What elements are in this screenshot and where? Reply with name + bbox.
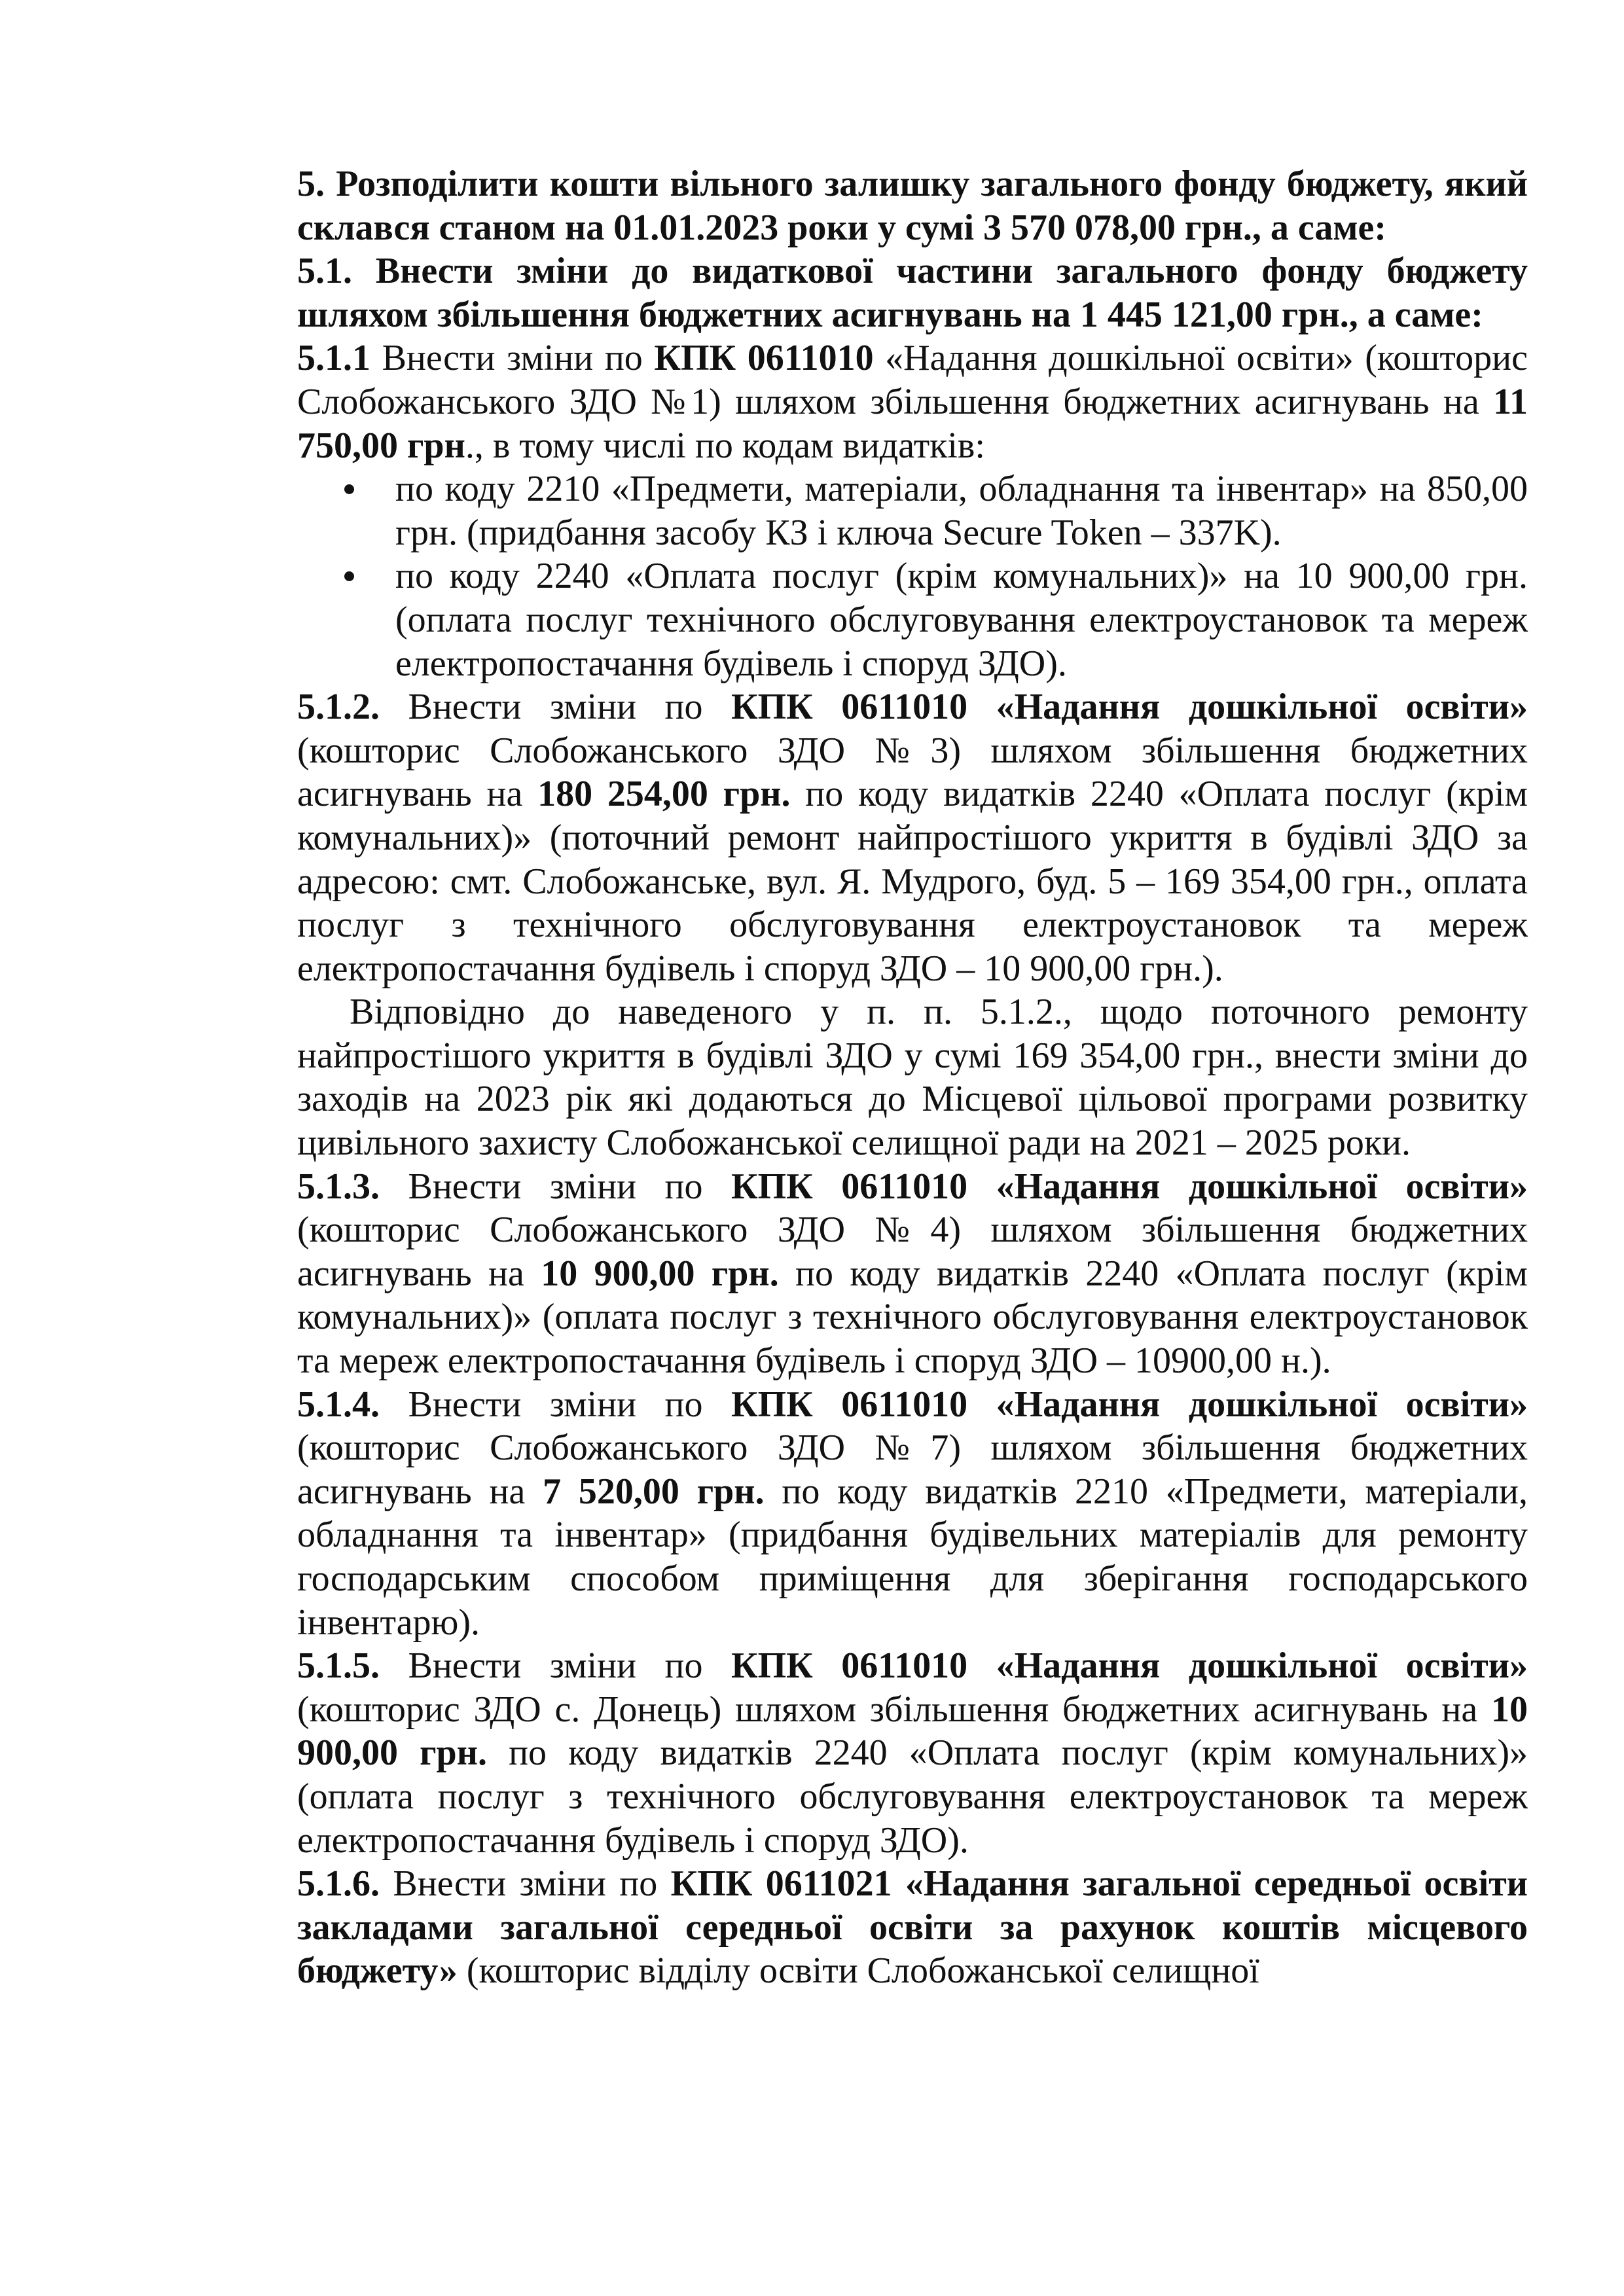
list-item-text: по коду 2240 «Оплата послуг (крім комунальних)» на 10 900,00 грн.(оплата послуг технічного обслуговування електроустановок та мереж електропостачання будівель і споруд ЗДО).: [395, 556, 1528, 684]
item-5-1-2-text-2: (кошторис Слобожанського ЗДО №3) шляхом збільшення бюджетних асигнувань на: [297, 730, 1528, 815]
item-5-1-2-kpk: КПК 0611010 «Надання дошкільної освіти»: [731, 687, 1528, 728]
list-item: [395, 467, 1528, 554]
item-5-1-2-number: 5.1.2.: [297, 687, 380, 728]
bullet-icon: [344, 571, 354, 581]
item-5-1-6-kpk: КПК 0611021 «Надання загальної середньої освіти закладами загальної середньої освіти за рахунок коштів місцевого бюджету»: [297, 1863, 1528, 1992]
item-5-1-5-number: 5.1.5.: [297, 1645, 380, 1687]
item-5-1-3: [297, 1165, 1528, 1383]
item-5-1-heading: 5.1. Внести зміни до видаткової частини загального фонду бюджету шляхом збільшення бюджетних асигнувань на 1 445 121,00 грн., а саме:: [297, 251, 1528, 335]
item-5-1-3-amount: 10 900,00 грн.: [541, 1253, 779, 1294]
item-5-1-2-text-3: по коду видатків 2240 «Оплата послуг (крім комунальних)» (поточний ремонт найпростішого укриття в будівлі ЗДО за адресою: смт. Слобожанське, вул. Я. Мудрого, буд. 5 – 169 354,00 грн., оплата послуг з технічного обслуговування електроустановок та мереж електропостачання будівель і споруд ЗДО – 10 900,00 грн.).: [297, 774, 1528, 989]
list-item: [395, 554, 1528, 685]
item-5-1-5-text-1: Внести зміни по: [380, 1645, 731, 1687]
item-5-1-3-number: 5.1.3.: [297, 1166, 380, 1207]
item-5-1-6-text-1: Внести зміни по: [380, 1863, 671, 1905]
item-5-1-5-text-2: (кошторис ЗДО с. Донець) шляхом збільшення бюджетних асигнувань на: [297, 1689, 1491, 1730]
item-5-1-6-number: 5.1.6.: [297, 1863, 380, 1905]
item-5-1-6: [297, 1862, 1528, 1993]
bullet-icon: [344, 484, 354, 494]
item-5-1-5-amount: 10 900,00 грн.: [297, 1689, 1528, 1774]
item-5-1-5-kpk: КПК 0611010 «Надання дошкільної освіти»: [731, 1645, 1528, 1687]
item-5-1-4-text-3: по коду видатків 2210 «Предмети, матеріали, обладнання та інвентар» (придбання будівельних матеріалів для ремонту господарським способом приміщення для зберігання господарського інвентарю).: [297, 1471, 1528, 1643]
item-5-1-3-text-3: по коду видатків 2240 «Оплата послуг (крім комунальних)» (оплата послуг з технічного обслуговування електроустановок та мереж електропостачання будівель і споруд ЗДО – 10900,00 н.).: [297, 1253, 1528, 1382]
item-5-1-5-text-3: по коду видатків 2240 «Оплата послуг (крім комунальних)» (оплата послуг з технічного обслуговування електроустановок та мереж електропостачання будівель і споруд ЗДО).: [297, 1732, 1528, 1861]
item-5-1-6-text-2: (кошторис відділу освіти Слобожанської селищної: [457, 1950, 1259, 1992]
item-5-1-1-amount: 11 750,00 грн: [297, 381, 1528, 466]
document-page: [297, 162, 1528, 1993]
item-5-1-1-text-3: ., в тому числі по кодам видатків:: [465, 425, 985, 466]
item-5-1-1: [297, 336, 1528, 467]
item-5-1-4-text-2: (кошторис Слобожанського ЗДО №7) шляхом збільшення бюджетних асигнувань на: [297, 1427, 1528, 1512]
note-5-1-2: Відповідно до наведеного у п. п. 5.1.2., щодо поточного ремонту найпростішого укриття в будівлі ЗДО у сумі 169 354,00 грн., внести зміни до заходів на 2023 рік які додаються до Місцевої цільової програми розвитку цивільного захисту Слобожанської селищної ради на 2021 – 2025 роки.: [297, 992, 1528, 1164]
item-5-1-4-number: 5.1.4.: [297, 1384, 380, 1425]
expense-code-list: [297, 467, 1528, 685]
item-5-1-4: [297, 1383, 1528, 1645]
item-5-1-2: [297, 685, 1528, 990]
item-5-heading: 5. Розподілити кошти вільного залишку загального фонду бюджету, який склався станом на 01.01.2023 роки у сумі 3 570 078,00 грн., а саме:: [297, 164, 1528, 248]
item-5-1-3-text-2: (кошторис Слобожанського ЗДО №4) шляхом збільшення бюджетних асигнувань на: [297, 1210, 1528, 1294]
item-5-1-4-kpk: КПК 0611010 «Надання дошкільної освіти»: [731, 1384, 1528, 1425]
item-5-1-3-kpk: КПК 0611010 «Надання дошкільної освіти»: [731, 1166, 1528, 1207]
item-5-1-4-amount: 7 520,00 грн.: [543, 1471, 765, 1512]
item-5-1-3-text-1: Внести зміни по: [380, 1166, 731, 1207]
item-5-1-4-text-1: Внести зміни по: [380, 1384, 731, 1425]
item-5-1-2-amount: 180 254,00 грн.: [537, 774, 791, 815]
item-5-1-2-text-1: Внести зміни по: [380, 687, 731, 728]
item-5-1-1-number: 5.1.1: [297, 338, 370, 379]
list-item-text: по коду 2210 «Предмети, матеріали, обладнання та інвентар» на 850,00 грн. (придбання засобу КЗ і ключа Secure Token – 337K).: [395, 469, 1528, 553]
item-5-1-1-text-1: Внести зміни по: [370, 338, 655, 379]
item-5-1-1-text-2: «Надання дошкільної освіти» (кошторис Слобожанського ЗДО №1) шляхом збільшення бюджетних асигнувань на: [297, 338, 1528, 422]
item-5-1-1-kpk: КПК 0611010: [654, 338, 874, 379]
item-5-1-5: [297, 1644, 1528, 1862]
